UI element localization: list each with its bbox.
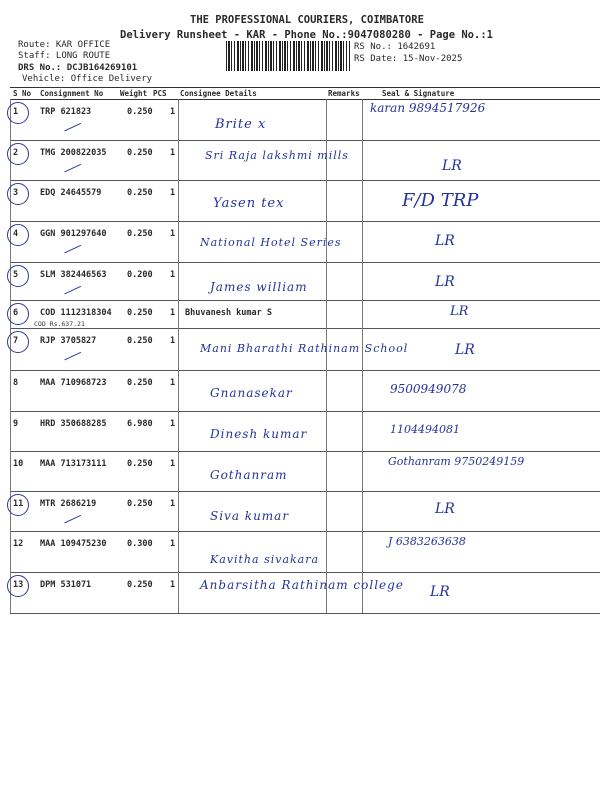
col-sno: S No	[13, 89, 32, 98]
row-pcs: 1	[170, 499, 176, 509]
row-pcs: 1	[170, 336, 176, 346]
col-pcs: PCS	[153, 89, 167, 98]
column-divider	[362, 262, 363, 300]
row-pcs: 1	[170, 107, 176, 117]
check-mark-icon	[61, 345, 81, 361]
row-consignee-handwritten: Yasen tex	[213, 196, 285, 211]
col-remarks: Remarks	[328, 89, 360, 98]
column-divider	[178, 140, 179, 180]
column-divider	[326, 262, 327, 300]
row-weight: 0.250	[127, 378, 153, 388]
column-divider	[178, 451, 179, 491]
check-mark-icon	[61, 157, 81, 173]
row-pcs: 1	[170, 270, 176, 280]
row-consignee-handwritten: Sri Raja lakshmi mills	[205, 149, 349, 162]
row-sno: 2	[13, 148, 19, 158]
column-divider	[362, 140, 363, 180]
row-consignment: DPM 531071	[40, 580, 92, 590]
row-weight: 0.250	[127, 308, 153, 318]
table-row	[10, 572, 600, 614]
table-row	[10, 221, 600, 263]
column-divider	[10, 531, 11, 572]
table-row	[10, 491, 600, 532]
row-pcs: 1	[170, 539, 176, 549]
row-weight: 6.980	[127, 419, 153, 429]
column-divider	[178, 572, 179, 613]
column-divider	[362, 99, 363, 140]
column-divider	[362, 451, 363, 491]
column-divider	[10, 411, 11, 451]
row-signature: LR	[450, 304, 469, 319]
row-sno: 7	[13, 336, 19, 346]
staff-label: Staff: LONG ROUTE	[18, 51, 111, 61]
cod-note: COD Rs.637.21	[34, 320, 85, 328]
table-row	[10, 99, 600, 141]
table-row	[10, 411, 600, 452]
row-pcs: 1	[170, 188, 176, 198]
row-consignee-handwritten: Kavitha sivakara	[210, 553, 320, 566]
row-pcs: 1	[170, 308, 176, 318]
row-consignment: MAA 713173111	[40, 459, 107, 469]
column-divider	[362, 411, 363, 451]
circle-mark-icon	[7, 303, 29, 325]
row-weight: 0.250	[127, 580, 153, 590]
row-signature: LR	[442, 158, 462, 174]
column-divider	[178, 262, 179, 300]
circle-mark-icon	[7, 183, 29, 205]
column-divider	[178, 300, 179, 328]
circle-mark-icon	[7, 331, 29, 353]
table-row	[10, 140, 600, 181]
column-divider	[178, 328, 179, 370]
check-mark-icon	[61, 116, 81, 132]
column-divider	[362, 180, 363, 221]
row-consignment: TRP 621823	[40, 107, 92, 117]
row-sno: 1	[13, 107, 19, 117]
table-row	[10, 370, 600, 412]
row-weight: 0.250	[127, 336, 153, 346]
row-consignment: MAA 710968723	[40, 378, 107, 388]
row-weight: 0.250	[127, 188, 153, 198]
row-consignment: SLM 382446563	[40, 270, 107, 280]
column-divider	[178, 411, 179, 451]
column-divider	[178, 370, 179, 411]
row-pcs: 1	[170, 580, 176, 590]
row-sno: 11	[13, 499, 24, 509]
column-divider	[326, 180, 327, 221]
row-weight: 0.300	[127, 539, 153, 549]
col-seal: Seal & Signature	[382, 89, 455, 98]
row-consignment: TMG 200822035	[40, 148, 107, 158]
row-consignment: COD 1112318304	[40, 308, 112, 318]
column-divider	[326, 370, 327, 411]
column-divider	[326, 300, 327, 328]
runsheet-title: Delivery Runsheet - KAR - Phone No.:9047080280 - Page No.:1	[120, 29, 493, 41]
row-pcs: 1	[170, 378, 176, 388]
circle-mark-icon	[7, 575, 29, 597]
circle-mark-icon	[7, 224, 29, 246]
row-consignee-handwritten: Mani Bharathi Rathinam School	[200, 342, 409, 355]
row-consignment: EDQ 24645579	[40, 188, 102, 198]
row-pcs: 1	[170, 459, 176, 469]
row-signature: LR	[455, 342, 475, 358]
row-signature: 9500949078	[390, 382, 467, 396]
row-consignee-handwritten: Anbarsitha Rathinam college	[200, 578, 404, 592]
column-divider	[326, 411, 327, 451]
column-divider	[178, 180, 179, 221]
row-consignee-handwritten: Gothanram	[210, 468, 288, 482]
row-signature: 1104494081	[390, 423, 460, 436]
column-divider	[362, 221, 363, 262]
row-consignee-handwritten: National Hotel Series	[200, 236, 342, 249]
column-divider	[326, 531, 327, 572]
row-consignment: RJP 3705827	[40, 336, 97, 346]
row-consignee-handwritten: Dinesh kumar	[210, 427, 308, 441]
table-row	[10, 300, 600, 329]
row-sno: 13	[13, 580, 24, 590]
row-consignment: HRD 350688285	[40, 419, 107, 429]
table-row	[10, 451, 600, 492]
table-row	[10, 180, 600, 222]
column-divider	[178, 531, 179, 572]
table-row	[10, 328, 600, 371]
row-sno: 3	[13, 188, 19, 198]
row-weight: 0.250	[127, 459, 153, 469]
circle-mark-icon	[7, 494, 29, 516]
row-consignee: Bhuvanesh kumar S	[185, 308, 272, 318]
row-consignee-handwritten: James william	[210, 280, 308, 294]
column-divider	[178, 221, 179, 262]
row-signature: F/D TRP	[402, 190, 479, 211]
company-title: THE PROFESSIONAL COURIERS, COIMBATORE	[190, 14, 424, 26]
circle-mark-icon	[7, 143, 29, 165]
circle-mark-icon	[7, 265, 29, 287]
row-consignment: MTR 2686219	[40, 499, 97, 509]
row-signature: J 6383263638	[388, 535, 466, 548]
rs-date: RS Date: 15-Nov-2025	[354, 54, 463, 64]
column-divider	[326, 451, 327, 491]
check-mark-icon	[61, 279, 81, 295]
column-divider	[362, 300, 363, 328]
row-signature: LR	[435, 233, 455, 249]
row-pcs: 1	[170, 229, 176, 239]
check-mark-icon	[61, 508, 81, 524]
vehicle-label: Vehicle: Office Delivery	[22, 74, 153, 84]
row-sno: 9	[13, 419, 19, 429]
route-label: Route: KAR OFFICE	[18, 40, 111, 50]
col-consignee: Consignee Details	[180, 89, 257, 98]
drs-number: DRS No.: DCJB164269101	[18, 63, 138, 73]
row-consignment: GGN 901297640	[40, 229, 107, 239]
row-signature: LR	[430, 584, 450, 600]
rs-number: RS No.: 1642691	[354, 42, 436, 52]
row-weight: 0.250	[127, 148, 153, 158]
column-divider	[178, 99, 179, 140]
column-divider	[362, 370, 363, 411]
row-weight: 0.250	[127, 499, 153, 509]
column-divider	[178, 491, 179, 531]
row-weight: 0.250	[127, 107, 153, 117]
row-signature: LR	[435, 274, 455, 290]
check-mark-icon	[61, 238, 81, 254]
column-divider	[362, 491, 363, 531]
row-sno: 12	[13, 539, 24, 549]
row-consignee-handwritten: Gnanasekar	[210, 386, 293, 400]
row-weight: 0.250	[127, 229, 153, 239]
table-row	[10, 531, 600, 573]
row-pcs: 1	[170, 148, 176, 158]
column-divider	[10, 451, 11, 491]
row-consignment: MAA 109475230	[40, 539, 107, 549]
row-sno: 4	[13, 229, 19, 239]
col-consignment: Consignment No	[40, 89, 104, 98]
barcode-icon	[226, 41, 350, 71]
row-sno: 8	[13, 378, 19, 388]
circle-mark-icon	[7, 102, 29, 124]
row-consignee-handwritten: Brite x	[215, 117, 267, 132]
column-divider	[326, 99, 327, 140]
row-pcs: 1	[170, 419, 176, 429]
row-sno: 10	[13, 459, 24, 469]
row-signature: karan 9894517926	[370, 101, 486, 115]
column-divider	[10, 370, 11, 411]
column-divider	[362, 531, 363, 572]
col-weight: Weight	[120, 89, 148, 98]
row-sno: 5	[13, 270, 19, 280]
column-divider	[326, 491, 327, 531]
table-row	[10, 262, 600, 301]
row-sno: 6	[13, 308, 19, 318]
row-signature: LR	[435, 501, 455, 517]
row-signature: Gothanram 9750249159	[388, 455, 525, 468]
row-weight: 0.200	[127, 270, 153, 280]
row-consignee-handwritten: Siva kumar	[210, 509, 290, 523]
